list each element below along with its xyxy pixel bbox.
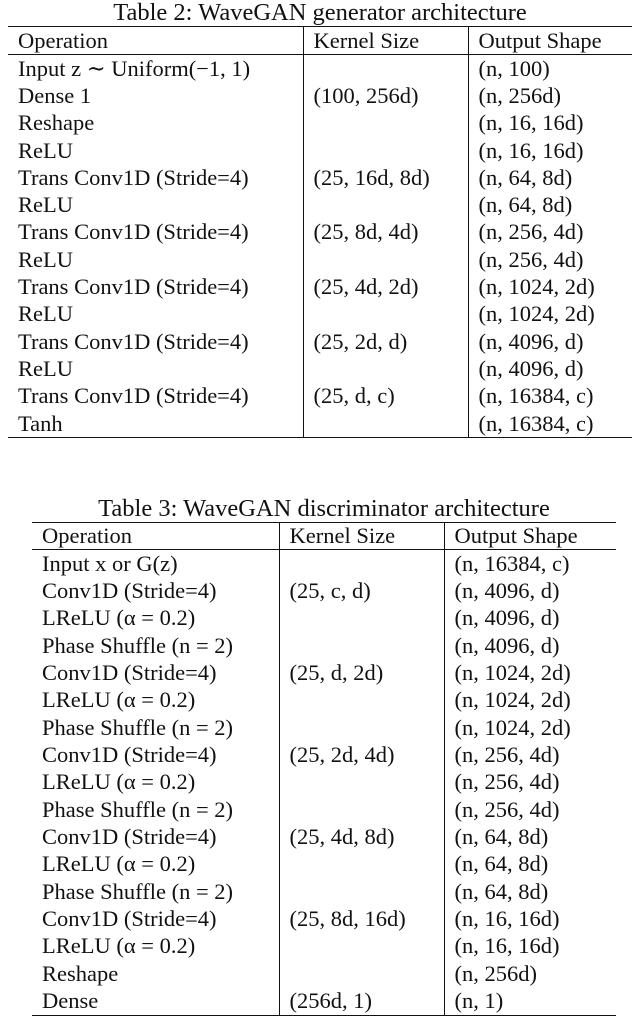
table-row: [32, 823, 616, 850]
operation-cell: Conv1D (Stride=4): [32, 823, 279, 850]
generator-table-body: [8, 55, 632, 438]
operation-cell: Phase Shuffle (n = 2): [32, 714, 279, 741]
generator-table-caption: Table 2: WaveGAN generator architecture: [113, 0, 527, 26]
discriminator-table: [32, 522, 616, 1016]
table-row: [8, 55, 632, 83]
operation-cell: Input z ∼ Uniform(−1, 1): [8, 55, 303, 83]
table-row: [32, 988, 616, 1016]
table-row: [8, 410, 632, 438]
table-row: [8, 301, 632, 328]
table-row: [32, 796, 616, 823]
output-shape-cell: (n, 64, 8d): [454, 851, 549, 877]
discriminator-table-block: [32, 496, 616, 1016]
table-row: [8, 383, 632, 410]
output-shape-cell: (n, 64, 8d): [478, 192, 573, 218]
table-row: [32, 714, 616, 741]
table-row: [32, 659, 616, 686]
operation-cell: Dense 1: [8, 82, 303, 109]
operation-cell: ReLU: [8, 355, 303, 382]
operation-cell: Trans Conv1D (Stride=4): [8, 383, 303, 410]
kernel-size-cell: [279, 960, 444, 987]
kernel-size-cell: [279, 550, 444, 578]
header-output-shape: Output Shape: [478, 27, 602, 53]
kernel-size-cell: (25, 2d, d): [303, 328, 468, 355]
discriminator-table-caption: Table 3: WaveGAN discriminator architecture: [98, 495, 550, 522]
table-row: [8, 191, 632, 218]
header-operation: Operation: [32, 523, 279, 550]
output-shape-cell: (n, 4096, d): [454, 632, 560, 658]
table-row: [32, 741, 616, 768]
output-shape-cell: (n, 100): [478, 55, 550, 81]
kernel-size-cell: (25, 2d, 4d): [279, 741, 444, 768]
output-shape-cell: (n, 256d): [478, 82, 561, 108]
operation-cell: Trans Conv1D (Stride=4): [8, 164, 303, 191]
table-row: [32, 960, 616, 987]
operation-cell: Phase Shuffle (n = 2): [32, 632, 279, 659]
kernel-size-cell: [303, 410, 468, 438]
table-row: [32, 632, 616, 659]
operation-cell: Trans Conv1D (Stride=4): [8, 219, 303, 246]
kernel-size-cell: (25, d, c): [303, 383, 468, 410]
output-shape-cell: (n, 16, 16d): [454, 933, 560, 959]
kernel-size-cell: [279, 687, 444, 714]
operation-cell: Reshape: [32, 960, 279, 987]
output-shape-cell: (n, 64, 8d): [454, 878, 549, 904]
kernel-size-cell: [303, 110, 468, 137]
table-row: [8, 273, 632, 300]
output-shape-cell: (n, 256, 4d): [454, 769, 560, 795]
generator-header-row: [8, 27, 632, 55]
table-row: [32, 687, 616, 714]
header-kernel-size: Kernel Size: [303, 27, 468, 55]
kernel-size-cell: (256d, 1): [279, 988, 444, 1016]
output-shape-cell: (n, 16384, c): [454, 550, 570, 576]
table-row: [8, 355, 632, 382]
operation-cell: Trans Conv1D (Stride=4): [8, 328, 303, 355]
operation-cell: LReLU (α = 0.2): [32, 605, 279, 632]
output-shape-cell: (n, 1024, 2d): [478, 301, 595, 327]
kernel-size-cell: (25, d, 2d): [279, 659, 444, 686]
operation-cell: Dense: [32, 988, 279, 1016]
operation-cell: LReLU (α = 0.2): [32, 687, 279, 714]
kernel-size-cell: (25, c, d): [279, 577, 444, 604]
kernel-size-cell: (25, 8d, 4d): [303, 219, 468, 246]
discriminator-table-body: [32, 550, 616, 1016]
operation-cell: Conv1D (Stride=4): [32, 577, 279, 604]
table-row: [8, 82, 632, 109]
output-shape-cell: (n, 1024, 2d): [454, 660, 571, 686]
output-shape-cell: (n, 16384, c): [478, 410, 594, 436]
operation-cell: Tanh: [8, 410, 303, 438]
operation-cell: LReLU (α = 0.2): [32, 933, 279, 960]
output-shape-cell: (n, 1024, 2d): [454, 687, 571, 713]
output-shape-cell: (n, 256d): [454, 960, 537, 986]
output-shape-cell: (n, 64, 8d): [454, 824, 549, 850]
operation-cell: Conv1D (Stride=4): [32, 741, 279, 768]
kernel-size-cell: [303, 55, 468, 83]
header-kernel-size: Kernel Size: [279, 523, 444, 550]
table-row: [8, 164, 632, 191]
kernel-size-cell: (25, 4d, 2d): [303, 273, 468, 300]
kernel-size-cell: [279, 878, 444, 905]
operation-cell: Input x or G(z): [32, 550, 279, 578]
table-row: [8, 328, 632, 355]
operation-cell: Phase Shuffle (n = 2): [32, 878, 279, 905]
operation-cell: Reshape: [8, 110, 303, 137]
kernel-size-cell: [303, 355, 468, 382]
operation-cell: Trans Conv1D (Stride=4): [8, 273, 303, 300]
output-shape-cell: (n, 256, 4d): [478, 219, 584, 245]
operation-cell: Phase Shuffle (n = 2): [32, 796, 279, 823]
generator-table-block: [8, 0, 632, 438]
kernel-size-cell: (25, 8d, 16d): [279, 905, 444, 932]
header-operation: Operation: [8, 27, 303, 55]
output-shape-cell: (n, 16, 16d): [478, 137, 584, 163]
kernel-size-cell: [279, 851, 444, 878]
kernel-size-cell: [279, 769, 444, 796]
kernel-size-cell: [279, 605, 444, 632]
kernel-size-cell: [279, 632, 444, 659]
output-shape-cell: (n, 256, 4d): [454, 796, 560, 822]
output-shape-cell: (n, 4096, d): [478, 328, 584, 354]
kernel-size-cell: (25, 4d, 8d): [279, 823, 444, 850]
output-shape-cell: (n, 4096, d): [454, 605, 560, 631]
table-row: [32, 550, 616, 578]
table-row: [8, 110, 632, 137]
kernel-size-cell: (25, 16d, 8d): [303, 164, 468, 191]
table-row: [8, 219, 632, 246]
header-output-shape: Output Shape: [454, 523, 578, 548]
operation-cell: ReLU: [8, 191, 303, 218]
table-row: [32, 905, 616, 932]
output-shape-cell: (n, 1024, 2d): [478, 274, 595, 300]
kernel-size-cell: [303, 191, 468, 218]
operation-cell: LReLU (α = 0.2): [32, 769, 279, 796]
table-row: [32, 605, 616, 632]
output-shape-cell: (n, 1024, 2d): [454, 714, 571, 740]
output-shape-cell: (n, 16, 16d): [478, 110, 584, 136]
kernel-size-cell: (100, 256d): [303, 82, 468, 109]
discriminator-header-row: [32, 523, 616, 550]
operation-cell: LReLU (α = 0.2): [32, 851, 279, 878]
operation-cell: ReLU: [8, 137, 303, 164]
kernel-size-cell: [303, 246, 468, 273]
operation-cell: ReLU: [8, 246, 303, 273]
output-shape-cell: (n, 4096, d): [478, 355, 584, 381]
kernel-size-cell: [279, 796, 444, 823]
output-shape-cell: (n, 1): [454, 988, 504, 1014]
table-row: [32, 878, 616, 905]
table-row: [32, 577, 616, 604]
kernel-size-cell: [303, 301, 468, 328]
operation-cell: Conv1D (Stride=4): [32, 905, 279, 932]
operation-cell: ReLU: [8, 301, 303, 328]
table-row: [32, 933, 616, 960]
operation-cell: Conv1D (Stride=4): [32, 659, 279, 686]
output-shape-cell: (n, 16, 16d): [454, 906, 560, 932]
kernel-size-cell: [303, 137, 468, 164]
output-shape-cell: (n, 256, 4d): [478, 246, 584, 272]
kernel-size-cell: [279, 933, 444, 960]
kernel-size-cell: [279, 714, 444, 741]
table-row: [8, 137, 632, 164]
output-shape-cell: (n, 64, 8d): [478, 164, 573, 190]
table-row: [32, 851, 616, 878]
table-row: [32, 769, 616, 796]
output-shape-cell: (n, 256, 4d): [454, 742, 560, 768]
output-shape-cell: (n, 16384, c): [478, 383, 594, 409]
output-shape-cell: (n, 4096, d): [454, 578, 560, 604]
table-row: [8, 246, 632, 273]
generator-table: [8, 26, 632, 438]
